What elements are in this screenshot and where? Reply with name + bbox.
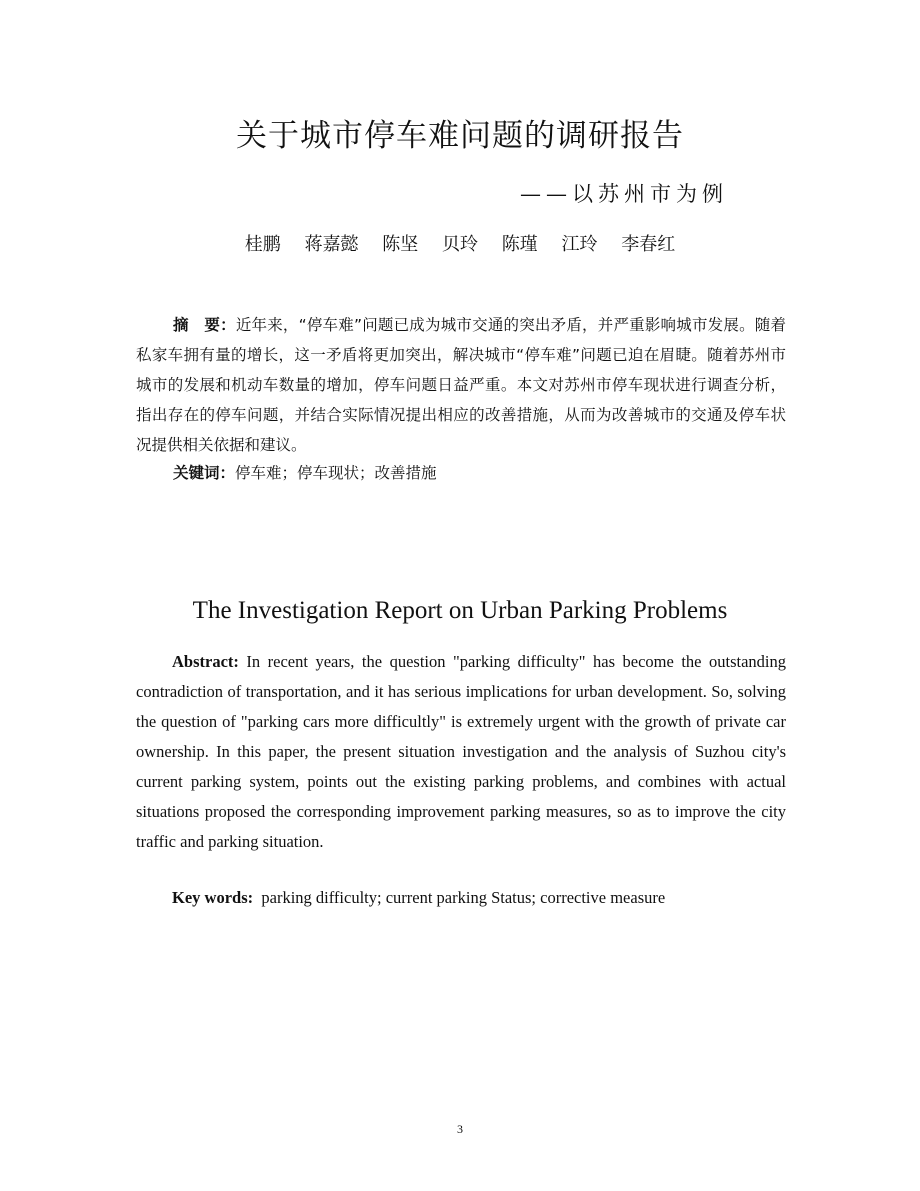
author: 江玲 xyxy=(561,234,598,255)
author: 贝玲 xyxy=(442,234,478,255)
chinese-keywords xyxy=(173,461,437,483)
english-abstract-label: Abstract: xyxy=(172,652,239,671)
english-keywords-text: parking difficulty; current parking Status; corrective measure xyxy=(261,888,666,907)
chinese-abstract-text: 近年来，“停车难”问题已成为城市交通的突出矛盾，并严重影响城市发展。随着私家车拥有量的增长，这一矛盾将更加突出，解决城市“停车难”问题已迫在眉睫。随着苏州市城市的发展和机动车数量的增加，停车问题日益严重。本文对苏州市停车现状进行调查分析，指出存在的停车问题，并结合实际情况提出相应的改善措施，从而为改善城市的交通及停车状况提供相关依据和建议。 xyxy=(136,316,786,454)
chinese-keywords-text: 停车难；停车现状；改善措施 xyxy=(235,464,437,482)
english-abstract xyxy=(136,647,786,857)
document-title: 关于城市停车难问题的调研报告 xyxy=(236,118,684,154)
author: 陈瑾 xyxy=(501,234,538,255)
english-title: The Investigation Report on Urban Parking Problems xyxy=(192,597,728,624)
author: 蒋嘉懿 xyxy=(304,234,359,255)
page-number: 3 xyxy=(457,1122,463,1136)
author: 陈坚 xyxy=(382,234,419,255)
chinese-keywords-label: 关键词： xyxy=(173,464,236,482)
chinese-abstract-label: 摘 要： xyxy=(173,316,236,334)
english-abstract-text: In recent years, the question "parking difficulty" has become the outstanding contradiction of transportation, and it has serious implications for urban development. So, solving the question of "parking cars more difficultly" is extremely urgent with the growth of private car ownership. In this paper, the present situation investigation and the analysis of Suzhou city's current parking system, points out the existing parking problems, and combines with actual situations proposed the corresponding improvement parking measures, so as to improve the city traffic and parking situation. xyxy=(136,652,786,851)
chinese-abstract xyxy=(136,310,786,460)
english-keywords xyxy=(172,888,665,908)
author: 桂鹏 xyxy=(244,234,281,255)
document-subtitle: ——以苏州市为例 xyxy=(520,182,728,206)
author: 李春红 xyxy=(621,234,676,255)
english-keywords-label: Key words: xyxy=(172,888,254,907)
author-list xyxy=(0,230,920,256)
